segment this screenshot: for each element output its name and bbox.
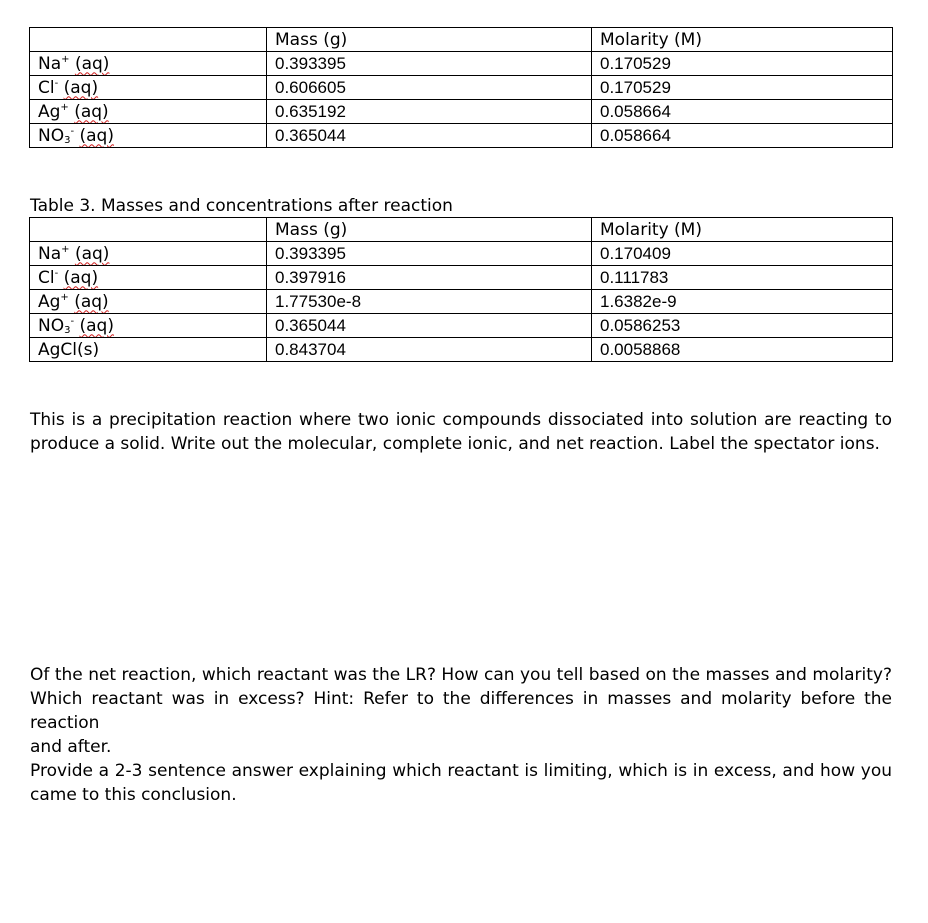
table-header-row [30,218,893,242]
molarity-cell: 0.0058868 [592,338,893,362]
question-2-line-1: Of the net reaction, which reactant was the LR? How can you tell based on the masses and molarity? [30,665,892,685]
molarity-cell: 0.170409 [592,242,893,266]
table-2 [29,27,893,148]
mass-cell: 0.397916 [267,266,592,290]
question-2-line-4: Provide a 2-3 sentence answer explaining which reactant is limiting, which is in excess, and how you [30,761,892,781]
mass-cell: 0.635192 [267,100,592,124]
table-row [30,100,893,124]
table-row [30,124,893,148]
ion-cell: $NO_3^-$ (aq) [30,124,267,148]
ion-cell: Na+ (aq) [30,242,267,266]
mass-cell: 0.393395 [267,242,592,266]
header-cell-molarity: Molarity (M) [592,218,893,242]
ion-cell: $NO_3^-$ (aq) [30,314,267,338]
molarity-cell: 0.170529 [592,76,893,100]
table-row [30,76,893,100]
table-row [30,290,893,314]
table-row [30,314,893,338]
molarity-cell: 0.170529 [592,52,893,76]
ion-cell: Cl- (aq) [30,266,267,290]
table-3 [29,217,893,362]
question-1-line-2: produce a solid. Write out the molecular, complete ionic, and net reaction. Label the spectator ions. [30,434,880,454]
table-row [30,266,893,290]
molarity-cell: 0.0586253 [592,314,893,338]
molarity-cell: 1.6382e-9 [592,290,893,314]
mass-cell: 0.393395 [267,52,592,76]
mass-cell: 1.77530e-8 [267,290,592,314]
ion-cell: Cl- (aq) [30,76,267,100]
ion-cell: AgCl(s) [30,338,267,362]
table-row [30,242,893,266]
table-row [30,338,893,362]
question-2-line-3: and after. [30,737,112,757]
ion-cell: Ag+ (aq) [30,290,267,314]
question-2-line-5: came to this conclusion. [30,785,237,805]
header-cell-empty [30,28,267,52]
mass-cell: 0.606605 [267,76,592,100]
question-1-paragraph [30,408,892,456]
table-row [30,52,893,76]
question-1-line-1: This is a precipitation reaction where two ionic compounds dissociated into solution are reacting to [30,410,892,430]
mass-cell: 0.365044 [267,314,592,338]
question-2-line-2: Which reactant was in excess? Hint: Refer to the differences in masses and molarity before the reaction [30,689,892,733]
mass-cell: 0.365044 [267,124,592,148]
header-cell-mass: Mass (g) [267,218,592,242]
table-header-row [30,28,893,52]
header-cell-empty [30,218,267,242]
header-cell-molarity: Molarity (M) [592,28,893,52]
mass-cell: 0.843704 [267,338,592,362]
molarity-cell: 0.111783 [592,266,893,290]
molarity-cell: 0.058664 [592,124,893,148]
ion-cell: Ag+ (aq) [30,100,267,124]
question-2-paragraph [30,663,892,807]
ion-cell: Na+ (aq) [30,52,267,76]
molarity-cell: 0.058664 [592,100,893,124]
table-3-caption: Table 3. Masses and concentrations after reaction [30,196,453,216]
header-cell-mass: Mass (g) [267,28,592,52]
